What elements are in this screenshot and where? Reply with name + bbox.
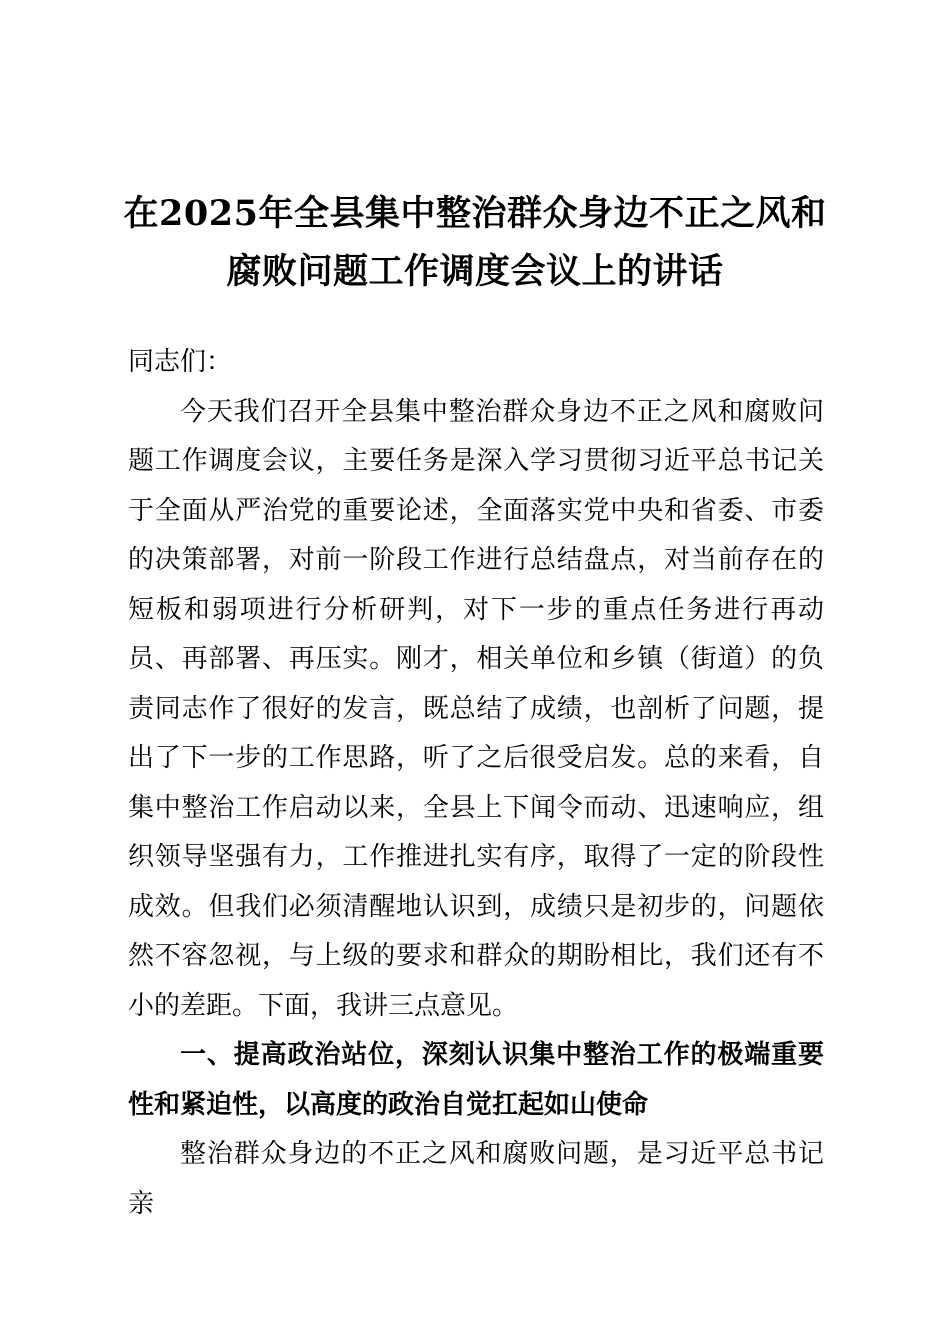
- document-title: 在2025年全县集中整治群众身边不正之风和腐败问题工作调度会议上的讲话: [123, 193, 827, 292]
- paragraph-intro: 今天我们召开全县集中整治群众身边不正之风和腐败问题工作调度会议，主要任务是深入学习贯彻习近平总书记关于全面从严治党的重要论述，全面落实党中央和省委、市委的决策部署，对前一阶段工作进行总结盘点，对当前存在的短板和弱项进行分析研判，对下一步的重点任务进行再动员、再部署、再压实。刚才，相关单位和乡镇（街道）的负责同志作了很好的发言，既总结了成绩，也剖析了问题，提出了下一步的工作思路，听了之后很受启发。总的来看，自集中整治工作启动以来，全县上下闻令而动、迅速响应，组织领导坚强有力，工作推进扎实有序，取得了一定的阶段性成效。但我们必须清醒地认识到，成绩只是初步的，问题依然不容忽视，与上级的要求和群众的期盼相比，我们还有不小的差距。下面，我讲三点意见。: [128, 396, 824, 1021]
- document-body: [128, 338, 824, 1229]
- paragraph-section-1: 整治群众身边的不正之风和腐败问题，是习近平总书记亲: [128, 1139, 824, 1219]
- section-heading-1: 一、提高政治站位，深刻认识集中整治工作的极端重要性和紧迫性，以高度的政治自觉扛起如山使命: [128, 1040, 824, 1120]
- salutation: 同志们：: [128, 347, 233, 377]
